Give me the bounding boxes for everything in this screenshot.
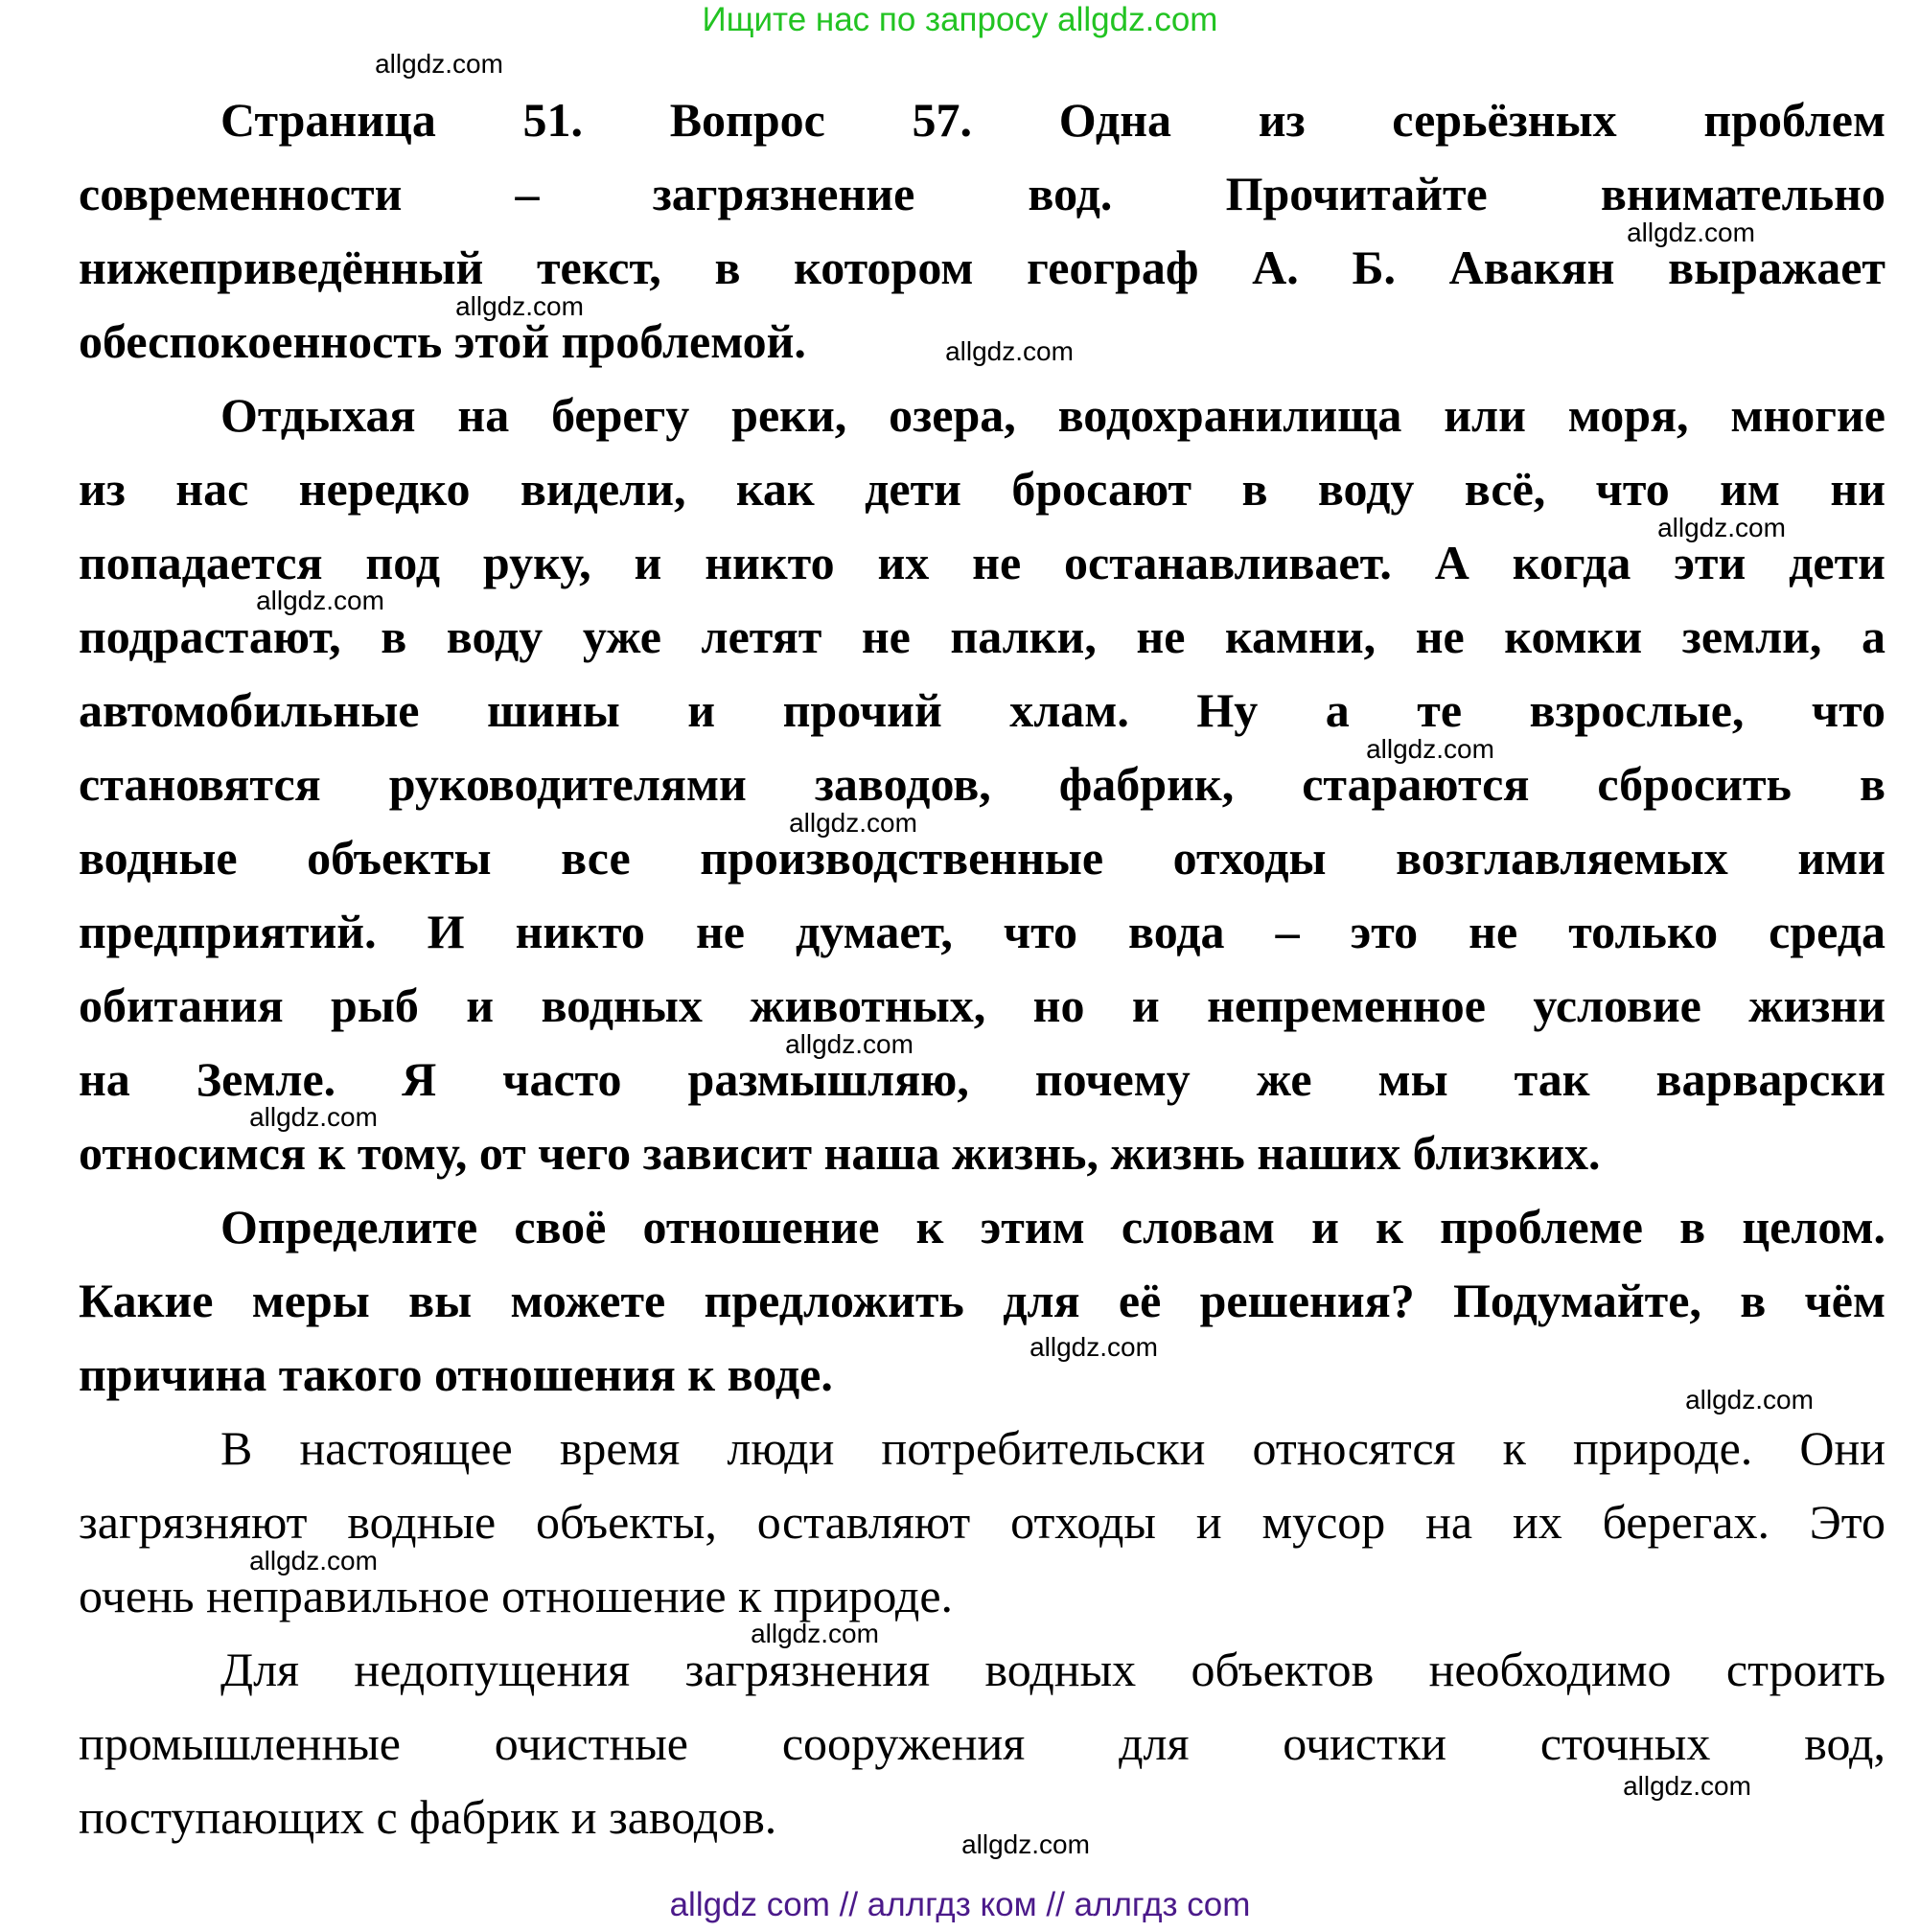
watermark-text: allgdz.com	[1657, 513, 1786, 542]
text-line-content: поступающих с фабрик и заводов.	[79, 1790, 777, 1844]
text-line-content: относимся к тому, от чего зависит наша жизнь, жизнь наших близких.	[79, 1126, 1601, 1180]
text-line	[79, 1338, 1885, 1412]
text-line-content: загрязняют водные объекты, оставляют отходы и мусор на их берегах. Это	[79, 1495, 1885, 1549]
text-line-content: причина такого отношения к воде.	[79, 1347, 833, 1401]
watermark-text: allgdz.com	[249, 1102, 378, 1132]
text-line	[220, 379, 1885, 452]
watermark-text: allgdz.com	[1029, 1332, 1158, 1362]
text-line-content: становятся руководителями заводов, фабрик, стараются сбросить в	[79, 757, 1885, 811]
text-line-content: нижеприведённый текст, в котором географ А. Б. Авакян выражает	[79, 241, 1885, 294]
watermark-text: allgdz.com	[1366, 734, 1494, 764]
text-line-content: на Земле. Я часто размышляю, почему же мы так варварски	[79, 1052, 1885, 1106]
text-line-content: Для недопущения загрязнения водных объектов необходимо строить	[220, 1643, 1885, 1696]
watermark-text: allgdz.com	[751, 1619, 879, 1648]
text-line-content: Какие меры вы можете предложить для её решения? Подумайте, в чём	[79, 1274, 1885, 1327]
text-line	[79, 969, 1885, 1043]
text-line-content: Отдыхая на берегу реки, озера, водохранилища или моря, многие	[220, 388, 1885, 442]
text-line	[79, 452, 1885, 526]
text-line-content: В настоящее время люди потребительски относятся к природе. Они	[220, 1421, 1885, 1475]
watermark-text: allgdz.com	[789, 808, 917, 838]
text-line	[79, 157, 1885, 231]
text-line-content: водные объекты все производственные отходы возглавляемых ими	[79, 831, 1885, 885]
text-line-content: попадается под руку, и никто их не останавливает. А когда эти дети	[79, 536, 1885, 589]
text-line	[220, 1190, 1885, 1264]
text-line	[220, 83, 1885, 157]
text-line-content: очень неправильное отношение к природе.	[79, 1569, 954, 1622]
text-line-content: подрастают, в воду уже летят не палки, не камни, не комки земли, а	[79, 610, 1885, 663]
text-line	[79, 674, 1885, 748]
watermark-text: allgdz.com	[1685, 1385, 1814, 1414]
text-line-content: современности – загрязнение вод. Прочитайте внимательно	[79, 167, 1885, 220]
watermark-text: allgdz.com	[256, 586, 384, 615]
footer-watermark: allgdz com // аллгдз ком // аллгдз com	[669, 1886, 1251, 1923]
text-line-content: предприятий. И никто не думает, что вода – это не только среда	[79, 905, 1885, 958]
text-line	[79, 821, 1885, 895]
text-line-content: обитания рыб и водных животных, но и непременное условие жизни	[79, 978, 1885, 1032]
text-line-content: из нас нередко видели, как дети бросают в воду всё, что им ни	[79, 462, 1885, 516]
watermark-text: allgdz.com	[1623, 1771, 1751, 1801]
text-line-content: автомобильные шины и прочий хлам. Ну а те взрослые, что	[79, 683, 1885, 737]
text-line	[79, 1264, 1885, 1338]
watermark-text: allgdz.com	[785, 1029, 914, 1059]
text-line-content: обеспокоенность этой проблемой.	[79, 314, 806, 368]
watermark-text: allgdz.com	[375, 49, 503, 79]
watermark-text: allgdz.com	[455, 291, 584, 321]
text-line	[79, 748, 1885, 821]
watermark-text: allgdz.com	[249, 1546, 378, 1576]
watermark-text: allgdz.com	[1627, 218, 1755, 247]
text-line	[79, 231, 1885, 305]
text-line-content: Определите своё отношение к этим словам и к проблеме в целом.	[220, 1200, 1885, 1254]
text-line-content: Страница 51. Вопрос 57. Одна из серьёзных проблем	[220, 93, 1885, 147]
watermark-text: allgdz.com	[961, 1829, 1090, 1859]
search-hint-banner: Ищите нас по запросу allgdz.com	[702, 1, 1218, 38]
text-line	[220, 1633, 1885, 1707]
text-line-content: промышленные очистные сооружения для очистки сточных вод,	[79, 1716, 1885, 1770]
text-line	[79, 895, 1885, 969]
text-line	[79, 1707, 1885, 1781]
watermark-text: allgdz.com	[945, 336, 1074, 366]
text-line	[220, 1412, 1885, 1485]
